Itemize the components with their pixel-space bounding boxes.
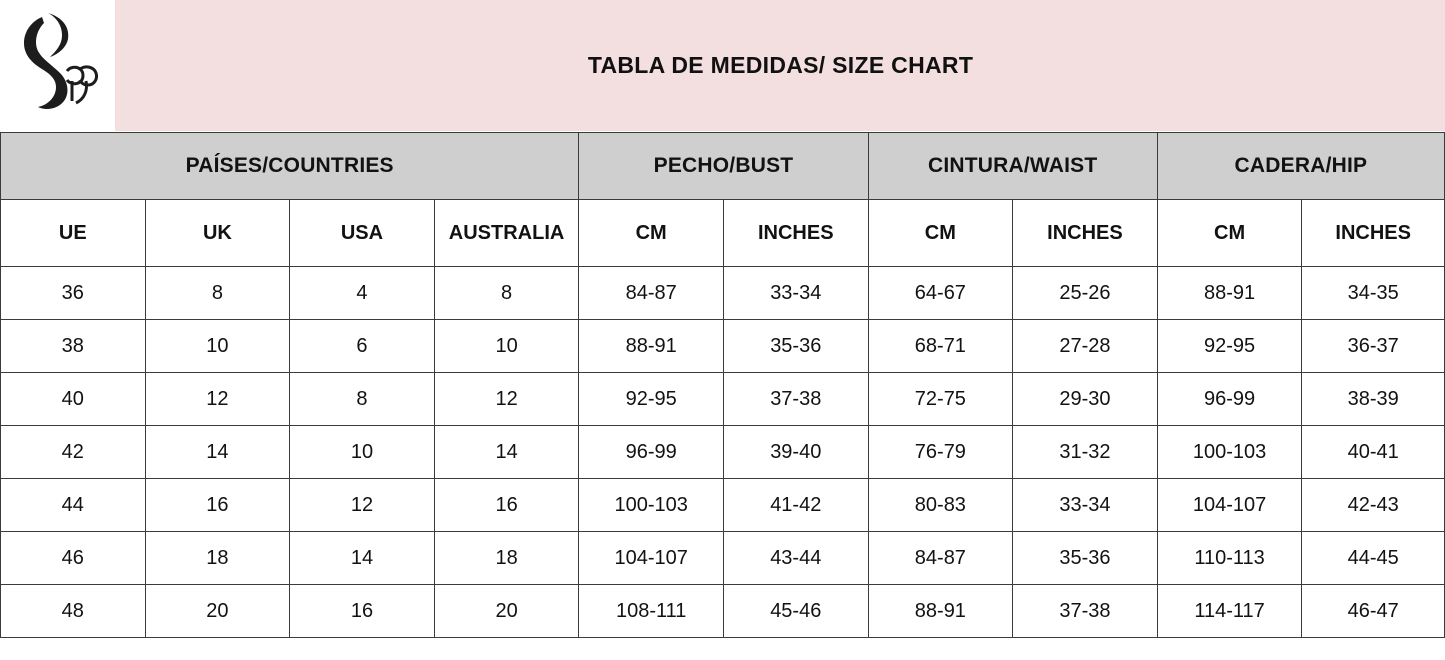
cell-usa: 4 <box>290 267 435 320</box>
page-title: TABLA DE MEDIDAS/ SIZE CHART <box>587 52 974 78</box>
cell-usa: 6 <box>290 320 435 373</box>
cell-hip-cm: 110-113 <box>1157 532 1302 585</box>
cell-bust-cm: 88-91 <box>579 320 724 373</box>
cell-bust-cm: 92-95 <box>579 373 724 426</box>
table-body <box>1 267 1445 638</box>
cell-bust-inches: 37-38 <box>723 373 868 426</box>
cell-hip-inches: 44-45 <box>1302 532 1445 585</box>
column-header-waist-inches: INCHES <box>1013 200 1158 267</box>
title-cell <box>116 0 1445 131</box>
cell-australia: 16 <box>434 479 579 532</box>
cell-uk: 14 <box>145 426 290 479</box>
cell-bust-cm: 96-99 <box>579 426 724 479</box>
cell-hip-inches: 46-47 <box>1302 585 1445 638</box>
cell-hip-inches: 38-39 <box>1302 373 1445 426</box>
column-header-row <box>1 200 1445 267</box>
cell-uk: 10 <box>145 320 290 373</box>
cell-waist-inches: 29-30 <box>1013 373 1158 426</box>
cell-waist-inches: 33-34 <box>1013 479 1158 532</box>
group-header-bust: PECHO/BUST <box>579 133 868 200</box>
cell-waist-cm: 64-67 <box>868 267 1013 320</box>
column-header-uk: UK <box>145 200 290 267</box>
table-row <box>1 320 1445 373</box>
cell-hip-inches: 34-35 <box>1302 267 1445 320</box>
cell-waist-inches: 31-32 <box>1013 426 1158 479</box>
cell-hip-inches: 42-43 <box>1302 479 1445 532</box>
cell-australia: 18 <box>434 532 579 585</box>
cell-hip-inches: 40-41 <box>1302 426 1445 479</box>
cell-ue: 48 <box>1 585 146 638</box>
cell-waist-cm: 76-79 <box>868 426 1013 479</box>
group-header-hip: CADERA/HIP <box>1157 133 1444 200</box>
cell-usa: 12 <box>290 479 435 532</box>
brand-logo-icon <box>12 11 104 121</box>
cell-waist-inches: 37-38 <box>1013 585 1158 638</box>
table-row <box>1 426 1445 479</box>
cell-bust-cm: 84-87 <box>579 267 724 320</box>
cell-uk: 16 <box>145 479 290 532</box>
cell-ue: 36 <box>1 267 146 320</box>
cell-uk: 18 <box>145 532 290 585</box>
cell-australia: 12 <box>434 373 579 426</box>
cell-ue: 42 <box>1 426 146 479</box>
group-header-row <box>1 133 1445 200</box>
cell-usa: 14 <box>290 532 435 585</box>
cell-bust-cm: 100-103 <box>579 479 724 532</box>
cell-uk: 20 <box>145 585 290 638</box>
group-header-waist: CINTURA/WAIST <box>868 133 1157 200</box>
cell-australia: 8 <box>434 267 579 320</box>
cell-ue: 46 <box>1 532 146 585</box>
group-header-countries: PAÍSES/COUNTRIES <box>1 133 579 200</box>
cell-australia: 20 <box>434 585 579 638</box>
cell-waist-cm: 84-87 <box>868 532 1013 585</box>
cell-usa: 8 <box>290 373 435 426</box>
table-head <box>1 133 1445 267</box>
size-chart-table <box>0 132 1445 638</box>
cell-bust-inches: 35-36 <box>723 320 868 373</box>
column-header-usa: USA <box>290 200 435 267</box>
cell-hip-cm: 88-91 <box>1157 267 1302 320</box>
cell-bust-inches: 45-46 <box>723 585 868 638</box>
table-row <box>1 267 1445 320</box>
cell-bust-inches: 39-40 <box>723 426 868 479</box>
cell-waist-inches: 25-26 <box>1013 267 1158 320</box>
cell-bust-cm: 108-111 <box>579 585 724 638</box>
cell-bust-inches: 43-44 <box>723 532 868 585</box>
table-row <box>1 532 1445 585</box>
cell-bust-cm: 104-107 <box>579 532 724 585</box>
cell-ue: 40 <box>1 373 146 426</box>
cell-bust-inches: 41-42 <box>723 479 868 532</box>
column-header-australia: AUSTRALIA <box>434 200 579 267</box>
cell-uk: 12 <box>145 373 290 426</box>
cell-hip-cm: 114-117 <box>1157 585 1302 638</box>
cell-waist-cm: 68-71 <box>868 320 1013 373</box>
logo-cell <box>0 0 116 131</box>
column-header-hip-cm: CM <box>1157 200 1302 267</box>
cell-hip-cm: 104-107 <box>1157 479 1302 532</box>
cell-usa: 16 <box>290 585 435 638</box>
cell-waist-cm: 88-91 <box>868 585 1013 638</box>
cell-hip-cm: 96-99 <box>1157 373 1302 426</box>
cell-waist-inches: 27-28 <box>1013 320 1158 373</box>
cell-ue: 38 <box>1 320 146 373</box>
cell-hip-cm: 92-95 <box>1157 320 1302 373</box>
cell-australia: 10 <box>434 320 579 373</box>
column-header-ue: UE <box>1 200 146 267</box>
cell-ue: 44 <box>1 479 146 532</box>
column-header-bust-inches: INCHES <box>723 200 868 267</box>
table-row <box>1 585 1445 638</box>
column-header-waist-cm: CM <box>868 200 1013 267</box>
document-header <box>0 0 1445 132</box>
table-row <box>1 373 1445 426</box>
cell-waist-cm: 80-83 <box>868 479 1013 532</box>
cell-bust-inches: 33-34 <box>723 267 868 320</box>
cell-usa: 10 <box>290 426 435 479</box>
cell-waist-cm: 72-75 <box>868 373 1013 426</box>
cell-waist-inches: 35-36 <box>1013 532 1158 585</box>
column-header-hip-inches: INCHES <box>1302 200 1445 267</box>
cell-australia: 14 <box>434 426 579 479</box>
cell-hip-cm: 100-103 <box>1157 426 1302 479</box>
cell-uk: 8 <box>145 267 290 320</box>
column-header-bust-cm: CM <box>579 200 724 267</box>
cell-hip-inches: 36-37 <box>1302 320 1445 373</box>
table-row <box>1 479 1445 532</box>
